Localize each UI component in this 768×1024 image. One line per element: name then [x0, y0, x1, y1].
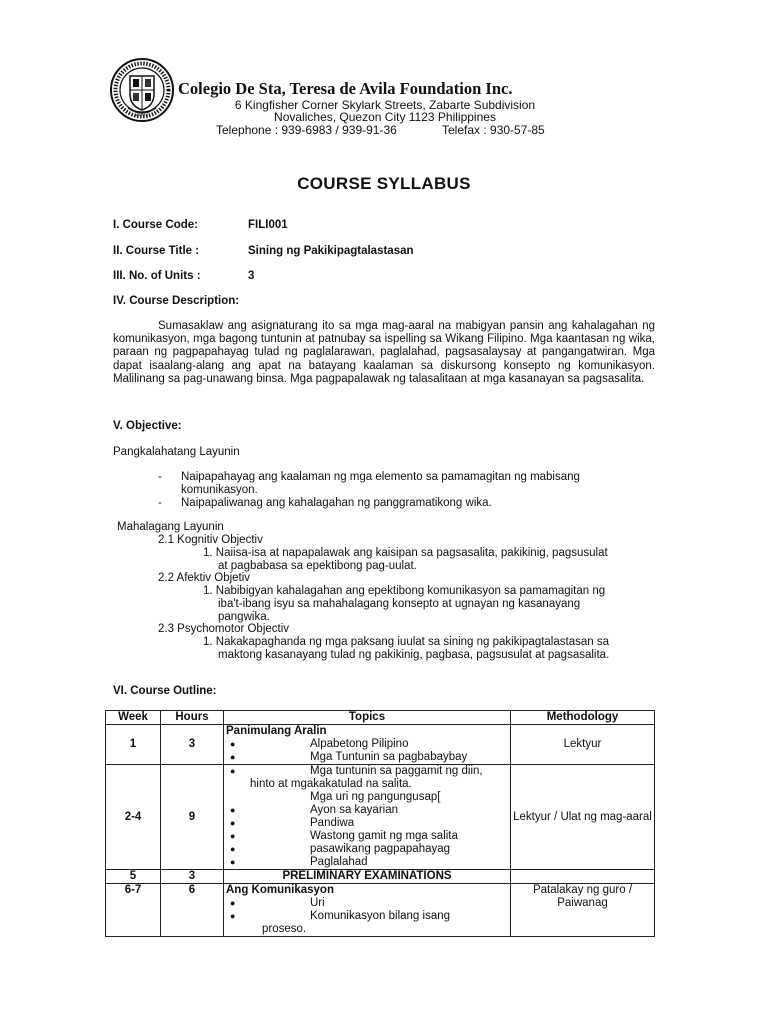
- column-header-methodology: Methodology: [511, 711, 655, 725]
- general-objective-item: Naipapaliwanag ang kahalagahan ng panggramatikong wika.: [181, 497, 492, 509]
- bullet-icon: ●: [230, 844, 236, 854]
- hours-cell: 3: [161, 870, 224, 884]
- units-value: 3: [248, 270, 255, 282]
- bullet-icon: ●: [230, 818, 236, 828]
- list-item: [226, 856, 508, 869]
- methodology-cell: [511, 870, 655, 884]
- bullet-icon: ●: [230, 898, 236, 908]
- course-description: Sumasaklaw ang asignaturang ito sa mga mag-aaral na mabigyan pansin ang kahalagahan ng komunikasyon, mga bagong tuntunin at patnubay sa ispelling sa Wikang Filipino. Mga kaantasan ng wika, paraan ng pagpapahayag tulad ng paglalarawan, paglalahad, pagsasalaysay at pangangatwiran. Mga dapat isaalang-alang ang apat na batayang kaalaman sa diskursong konsepto ng komunikasyon. Malilinang sa pag-unawang binsa. Mga pagpapalawak ng talasalitaan at mga kasanayan sa pagsasalita.: [113, 320, 655, 385]
- dash-bullet: -: [158, 471, 162, 483]
- topics-cell: [224, 725, 511, 765]
- topics-cell: [224, 884, 511, 937]
- bullet-icon: ●: [230, 911, 236, 921]
- list-item: [226, 791, 508, 804]
- bullet-icon: ●: [230, 752, 236, 762]
- methodology-cell: Lektyur: [511, 725, 655, 765]
- hours-cell: 9: [161, 765, 224, 870]
- list-item: [226, 738, 508, 751]
- dash-bullet: -: [158, 497, 162, 509]
- general-objective-heading: Pangkalahatang Layunin: [113, 446, 240, 458]
- affective-item-cont: pangwika.: [218, 611, 270, 623]
- affective-heading: 2.2 Afektiv Objetiv: [158, 572, 251, 584]
- topics-cell: [224, 765, 511, 870]
- methodology-cell: Patalakay ng guro / Paiwanag: [511, 884, 655, 937]
- telephone: Telephone : 939-6983 / 939-91-36: [216, 123, 397, 137]
- topic-item: Komunikasyon bilang isang: [310, 910, 451, 922]
- address-line-2: Novaliches, Quezon City 1123 Philippines: [274, 110, 496, 124]
- list-item: [226, 897, 508, 910]
- psychomotor-heading: 2.3 Psychomotor Objectiv: [158, 623, 290, 635]
- list-item: [226, 843, 508, 856]
- exam-cell: PRELIMINARY EXAMINATIONS: [224, 870, 511, 884]
- table-row: [106, 725, 655, 765]
- list-item: [226, 817, 508, 830]
- topic-item: Mga Tuntunin sa pagbabaybay: [310, 751, 468, 763]
- week-cell: 6-7: [106, 884, 161, 937]
- topic-item: Pandiwa: [310, 817, 355, 829]
- list-item: [226, 804, 508, 817]
- topic-item: Paglalahad: [310, 856, 368, 868]
- units-label: III. No. of Units :: [113, 270, 201, 282]
- week-cell: 5: [106, 870, 161, 884]
- column-header-hours: Hours: [161, 711, 224, 725]
- specific-objective-heading: Mahalagang Layunin: [117, 521, 224, 533]
- list-item: [226, 751, 508, 764]
- page-title: COURSE SYLLABUS: [297, 174, 471, 193]
- psychomotor-item: 1. Nakakapaghanda ng mga paksang iuulat sa sining ng pakikipagtalastasan sa: [203, 636, 609, 648]
- column-header-week: Week: [106, 711, 161, 725]
- topic-item: Alpabetong Pilipino: [310, 738, 409, 750]
- bullet-icon: ●: [230, 857, 236, 867]
- seal-year: 2002: [135, 112, 149, 118]
- hours-cell: 6: [161, 884, 224, 937]
- table-row: [106, 870, 655, 884]
- general-objective-item: Naipapahayag ang kaalaman ng mga elemento sa pamamagitan ng mabisang: [181, 471, 580, 483]
- topic-item: pasawikang pagpapahayag: [310, 843, 451, 855]
- bullet-icon: ●: [230, 766, 236, 776]
- address-line-1: 6 Kingfisher Corner Skylark Streets, Zabarte Subdivision: [234, 98, 536, 112]
- course-title-label: II. Course Title :: [113, 245, 200, 257]
- psychomotor-item-cont: maktong kasanayang tulad ng pakikinig, pagbasa, pagsusulat at pagsasalita.: [218, 649, 610, 661]
- school-name: Colegio De Sta, Teresa de Avila Foundation Inc.: [178, 79, 513, 98]
- course-title-value: Sining ng Pakikipagtalastasan: [248, 245, 414, 257]
- table-row: [106, 765, 655, 870]
- topic-item-continuation: proseso.: [262, 923, 307, 935]
- school-seal-logo: [108, 50, 176, 140]
- cognitive-heading: 2.1 Kognitiv Objectiv: [158, 534, 263, 546]
- objective-label: V. Objective:: [113, 420, 182, 432]
- general-objective-item-cont: komunikasyon.: [181, 484, 258, 496]
- table-header-row: [106, 711, 655, 725]
- list-item: [226, 910, 508, 923]
- week-cell: 2-4: [106, 765, 161, 870]
- affective-item-cont: iba't-ibang isyu sa mahahalagang konsepto at ugnayan ng kasanayang: [218, 598, 581, 610]
- list-item: [226, 765, 508, 778]
- course-code-value: FILI001: [248, 219, 288, 231]
- topic-item: Mga uri ng pangungusap[: [310, 791, 441, 803]
- hours-cell: 3: [161, 725, 224, 765]
- topic-heading: Panimulang Aralin: [226, 725, 327, 737]
- course-outline-table: [105, 710, 655, 937]
- week-cell: 1: [106, 725, 161, 765]
- column-header-topics: Topics: [224, 711, 511, 725]
- cognitive-item: 1. Naiisa-isa at napapalawak ang kaisipan sa pagsasalita, pakikinig, pagsusulat: [203, 547, 608, 559]
- methodology-cell: Lektyur / Ulat ng mag-aaral: [511, 765, 655, 870]
- list-item: [226, 830, 508, 843]
- description-label: IV. Course Description:: [113, 295, 240, 307]
- topic-item: Ayon sa kayarian: [310, 804, 399, 816]
- course-code-label: I. Course Code:: [113, 219, 198, 231]
- bullet-icon: ●: [230, 831, 236, 841]
- telefax: Telefax : 930-57-85: [442, 123, 545, 137]
- cognitive-item-cont: at pagbabasa sa epektibong pag-uulat.: [218, 560, 417, 572]
- topic-item: Wastong gamit ng mga salita: [310, 830, 458, 842]
- bullet-icon: ●: [230, 739, 236, 749]
- table-row: [106, 884, 655, 937]
- bullet-icon: ●: [230, 805, 236, 815]
- topic-item: Uri: [310, 897, 325, 909]
- outline-label: VI. Course Outline:: [113, 685, 217, 697]
- topic-heading: Ang Komunikasyon: [226, 884, 334, 896]
- topic-item-continuation: hinto at mgakakatulad na salita.: [250, 778, 412, 790]
- topic-item: Mga tuntunin sa paggamit ng diin,: [310, 765, 483, 777]
- affective-item: 1. Nabibigyan kahalagahan ang epektibong komunikasyon sa pamamagitan ng: [203, 585, 606, 597]
